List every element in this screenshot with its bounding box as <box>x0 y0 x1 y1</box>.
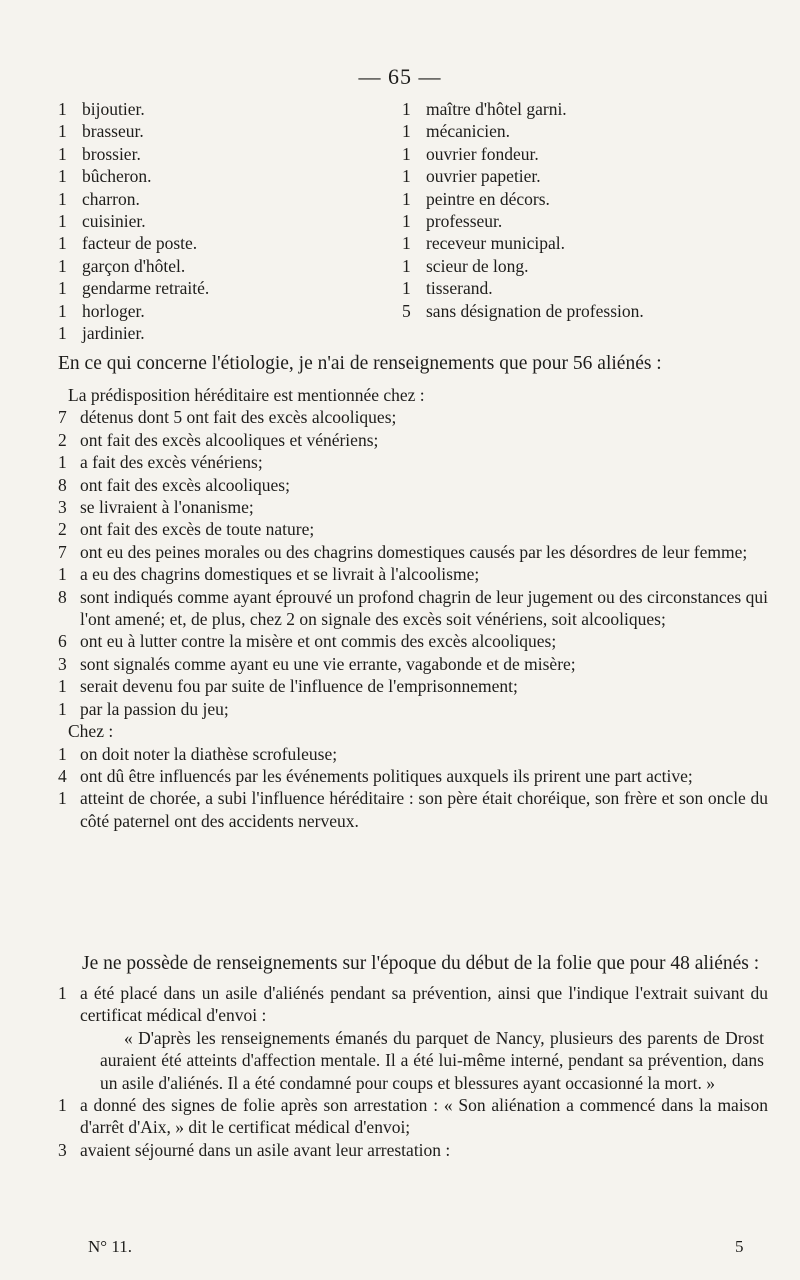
list-item: 1 bûcheron. <box>58 166 152 187</box>
list-item: 2 ont fait des excès alcooliques et vénériens; <box>58 429 379 450</box>
list-item: 1 jardinier. <box>58 323 145 344</box>
list-item: 1 peintre en décors. <box>402 188 550 209</box>
list-item: 1 scieur de long. <box>402 255 529 276</box>
list-item: 1 cuisinier. <box>58 211 146 232</box>
list-item: 1 brasseur. <box>58 121 144 142</box>
list-item: 1 gendarme retraité. <box>58 278 210 299</box>
chez-label: Chez : <box>68 721 114 742</box>
list-item: 1 brossier. <box>58 143 141 164</box>
list-item: 3 se livraient à l'onanisme; <box>58 497 254 518</box>
list-item: 2 ont fait des excès de toute nature; <box>58 519 315 540</box>
occupations-right-column <box>402 98 782 322</box>
list-item: 7 détenus dont 5 ont fait des excès alcooliques; <box>58 407 397 428</box>
list-item: 1 ouvrier fondeur. <box>402 143 539 164</box>
list-item: 3 avaient séjourné dans un asile avant leur arrestation : <box>58 1139 451 1160</box>
list-item: 1 bijoutier. <box>58 99 145 119</box>
onset-section <box>58 952 768 1161</box>
list-item: 1 receveur municipal. <box>402 233 565 254</box>
list-item: 1 a fait des excès vénériens; <box>58 452 263 473</box>
list-item: 8 sont indiqués comme ayant éprouvé un profond chagrin de leur jugement ou des circonstances qui l'ont amené; et, de plus, chez 2 on signale des excès soit vénériens, soit alcooliques; <box>58 586 768 630</box>
list-item: 1 serait devenu fou par suite de l'influence de l'emprisonnement; <box>58 676 518 697</box>
list-item: 1 par la passion du jeu; <box>58 698 229 719</box>
list-item: 1 maître d'hôtel garni. <box>402 99 567 119</box>
etiology-section <box>58 352 768 832</box>
list-item: 1 on doit noter la diathèse scrofuleuse; <box>58 743 338 764</box>
page-number: — 65 — <box>358 64 442 89</box>
list-item: 8 ont fait des excès alcooliques; <box>58 474 290 495</box>
onset-paragraph: Je ne possède de renseignements sur l'époque du début de la folie que pour 48 aliénés : <box>82 953 760 974</box>
certificate-quote: « D'après les renseignements émanés du parquet de Nancy, plusieurs des parents de Drost auraient été atteints d'affection mentale. Il a été lui-même interné, pendant sa prévention, dans un asile d'aliénés. Il a été condamné pour coups et blessures ayant occasionné la mort. » <box>100 1027 764 1093</box>
sheet-number: 5 <box>735 1237 744 1256</box>
list-item: 1 mécanicien. <box>402 121 511 142</box>
occupations-left-column <box>58 98 368 344</box>
list-item: 1 horloger. <box>58 300 145 321</box>
etiology-paragraph: En ce qui concerne l'étiologie, je n'ai de renseignements que pour 56 aliénés : <box>58 353 662 374</box>
etiology-intro: La prédisposition héréditaire est mentionnée chez : <box>68 385 425 405</box>
list-item: 4 ont dû être influencés par les événements politiques auxquels ils prirent une part active; <box>58 765 693 786</box>
list-item: 5 sans désignation de profession. <box>402 300 644 321</box>
list-item: 7 ont eu des peines morales ou des chagrins domestiques causés par les désordres de leur femme; <box>58 541 748 562</box>
list-item: 1 a été placé dans un asile d'aliénés pendant sa prévention, ainsi que l'indique l'extrait suivant du certificat médical d'envoi : <box>58 983 768 1026</box>
list-item: 1 a donné des signes de folie après son arrestation : « Son aliénation a commencé dans la maison d'arrêt d'Aix, » dit le certificat médical d'envoi; <box>58 1095 768 1138</box>
list-item: 1 charron. <box>58 188 140 209</box>
list-item: 1 facteur de poste. <box>58 233 198 254</box>
list-item: 1 atteint de chorée, a subi l'influence héréditaire : son père était choréique, son frère et son oncle du côté paternel ont des accidents nerveux. <box>58 788 768 831</box>
list-item: 3 sont signalés comme ayant eu une vie errante, vagabonde et de misère; <box>58 653 576 674</box>
list-item: 6 ont eu à lutter contre la misère et ont commis des excès alcooliques; <box>58 631 557 652</box>
list-item: 1 a eu des chagrins domestiques et se livrait à l'alcoolisme; <box>58 564 480 585</box>
list-item: 1 tisserand. <box>402 278 493 299</box>
list-item: 1 ouvrier papetier. <box>402 166 541 187</box>
signature-mark: N° 11. <box>88 1237 132 1256</box>
list-item: 1 professeur. <box>402 211 503 232</box>
list-item: 1 garçon d'hôtel. <box>58 255 186 276</box>
